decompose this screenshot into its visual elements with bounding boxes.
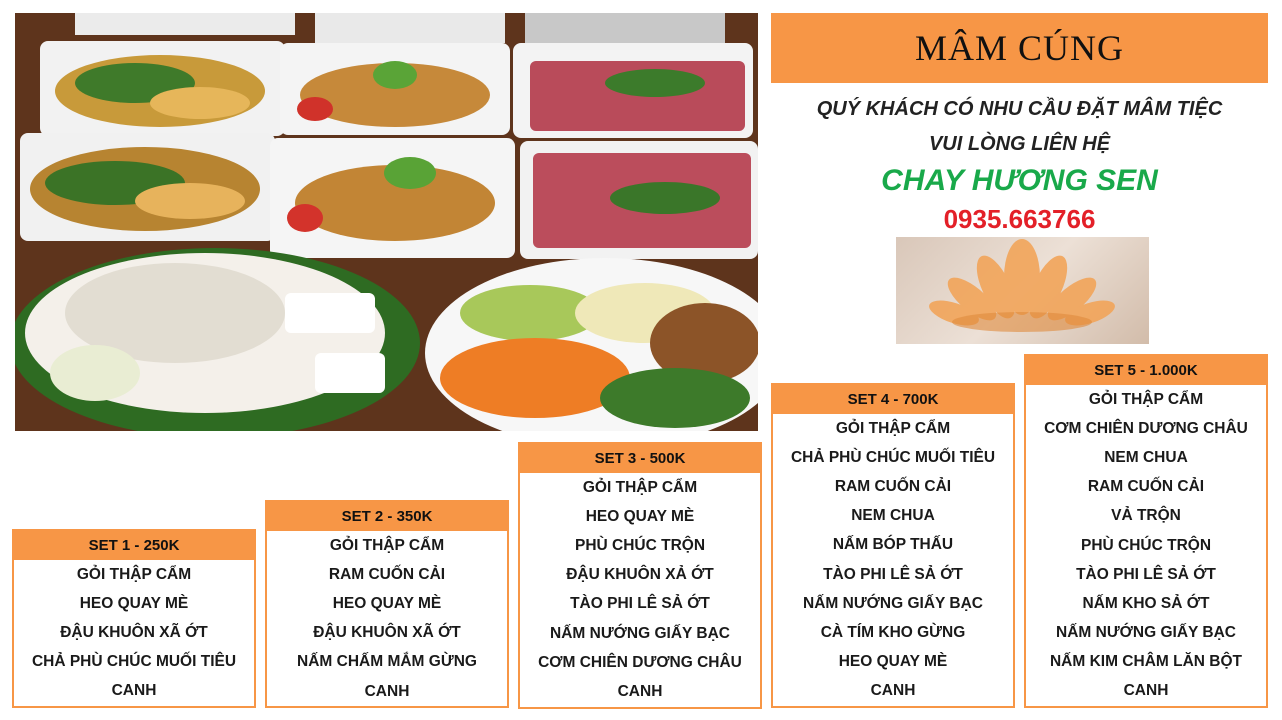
set-title: SET 5 - 1.000K bbox=[1026, 356, 1266, 385]
menu-item: NẤM NƯỚNG GIẤY BẠC bbox=[550, 624, 730, 642]
menu-item: CƠM CHIÊN DƯƠNG CHÂU bbox=[538, 653, 742, 671]
lotus-logo-icon bbox=[896, 237, 1149, 344]
brand-name: CHAY HƯƠNG SEN bbox=[881, 164, 1158, 197]
menu-item: CANH bbox=[870, 682, 916, 700]
menu-item: GỎI THẬP CẨM bbox=[76, 565, 192, 583]
menu-item: CANH bbox=[364, 682, 410, 700]
info-line-order: QUÝ KHÁCH CÓ NHU CẦU ĐẶT MÂM TIỆC bbox=[816, 98, 1223, 120]
menu-item: RAM CUỐN CẢI bbox=[328, 565, 446, 583]
menu-item: NẤM CHẤM MẮM GỪNG bbox=[297, 653, 477, 671]
menu-item: VẢ TRỘN bbox=[1111, 507, 1181, 525]
menu-item: NEM CHUA bbox=[1104, 448, 1188, 466]
set-2-menu bbox=[265, 500, 509, 708]
menu-item: CÀ TÍM KHO GỪNG bbox=[820, 623, 966, 641]
menu-item: TÀO PHI LÊ SẢ ỚT bbox=[823, 565, 963, 583]
menu-item: PHÙ CHÚC TRỘN bbox=[574, 536, 706, 554]
menu-item: CANH bbox=[1123, 682, 1169, 700]
menu-item: GỎI THẬP CẨM bbox=[835, 419, 951, 437]
set-title: SET 3 - 500K bbox=[520, 444, 760, 473]
menu-item: CHẢ PHÙ CHÚC MUỐI TIÊU bbox=[31, 653, 237, 671]
set-title: SET 4 - 700K bbox=[773, 385, 1013, 414]
menu-item: GỎI THẬP CẨM bbox=[329, 536, 445, 554]
menu-item: CANH bbox=[111, 682, 157, 700]
menu-item: GỎI THẬP CẨM bbox=[582, 478, 698, 496]
menu-item: ĐẬU KHUÔN XẢ ỚT bbox=[566, 566, 714, 584]
menu-item: RAM CUỐN CẢI bbox=[834, 477, 952, 495]
menu-item: NẤM NƯỚNG GIẤY BẠC bbox=[803, 594, 983, 612]
menu-item: NẤM BÓP THẤU bbox=[832, 536, 954, 554]
menu-item: CHẢ PHÙ CHÚC MUỐI TIÊU bbox=[790, 448, 996, 466]
menu-item: TÀO PHI LÊ SẢ ỚT bbox=[1076, 565, 1216, 583]
set-4-menu bbox=[771, 383, 1015, 708]
set-title: SET 2 - 350K bbox=[267, 502, 507, 531]
page-title: MÂM CÚNG bbox=[914, 28, 1125, 68]
set-3-menu bbox=[518, 442, 762, 709]
title-banner bbox=[771, 13, 1268, 83]
menu-item: NẤM KHO SẢ ỚT bbox=[1082, 594, 1210, 612]
set-title: SET 1 - 250K bbox=[14, 531, 254, 560]
menu-item: HEO QUAY MÈ bbox=[79, 594, 189, 612]
menu-item: CƠM CHIÊN DƯƠNG CHÂU bbox=[1044, 419, 1248, 437]
menu-item: HEO QUAY MÈ bbox=[585, 507, 695, 525]
phone-number: 0935.663766 bbox=[943, 204, 1096, 234]
menu-item: CANH bbox=[617, 682, 663, 700]
menu-item: NẤM NƯỚNG GIẤY BẠC bbox=[1056, 624, 1236, 642]
info-line-contact: VUI LÒNG LIÊN HỆ bbox=[928, 133, 1111, 155]
menu-item: HEO QUAY MÈ bbox=[838, 653, 948, 671]
set-1-menu bbox=[12, 529, 256, 708]
menu-item: GỎI THẬP CẨM bbox=[1088, 390, 1204, 408]
menu-item: ĐẬU KHUÔN XÃ ỚT bbox=[313, 624, 461, 642]
menu-item: PHÙ CHÚC TRỘN bbox=[1080, 536, 1212, 554]
menu-item: TÀO PHI LÊ SẢ ỚT bbox=[570, 595, 710, 613]
menu-item: NẤM KIM CHÂM LĂN BỘT bbox=[1049, 653, 1242, 671]
food-platter-photo bbox=[15, 13, 758, 431]
menu-item: HEO QUAY MÈ bbox=[332, 594, 442, 612]
set-5-menu bbox=[1024, 354, 1268, 708]
menu-item: NEM CHUA bbox=[851, 507, 935, 525]
menu-item: ĐẬU KHUÔN XÃ ỚT bbox=[60, 623, 208, 641]
menu-item: RAM CUỐN CẢI bbox=[1087, 478, 1205, 496]
